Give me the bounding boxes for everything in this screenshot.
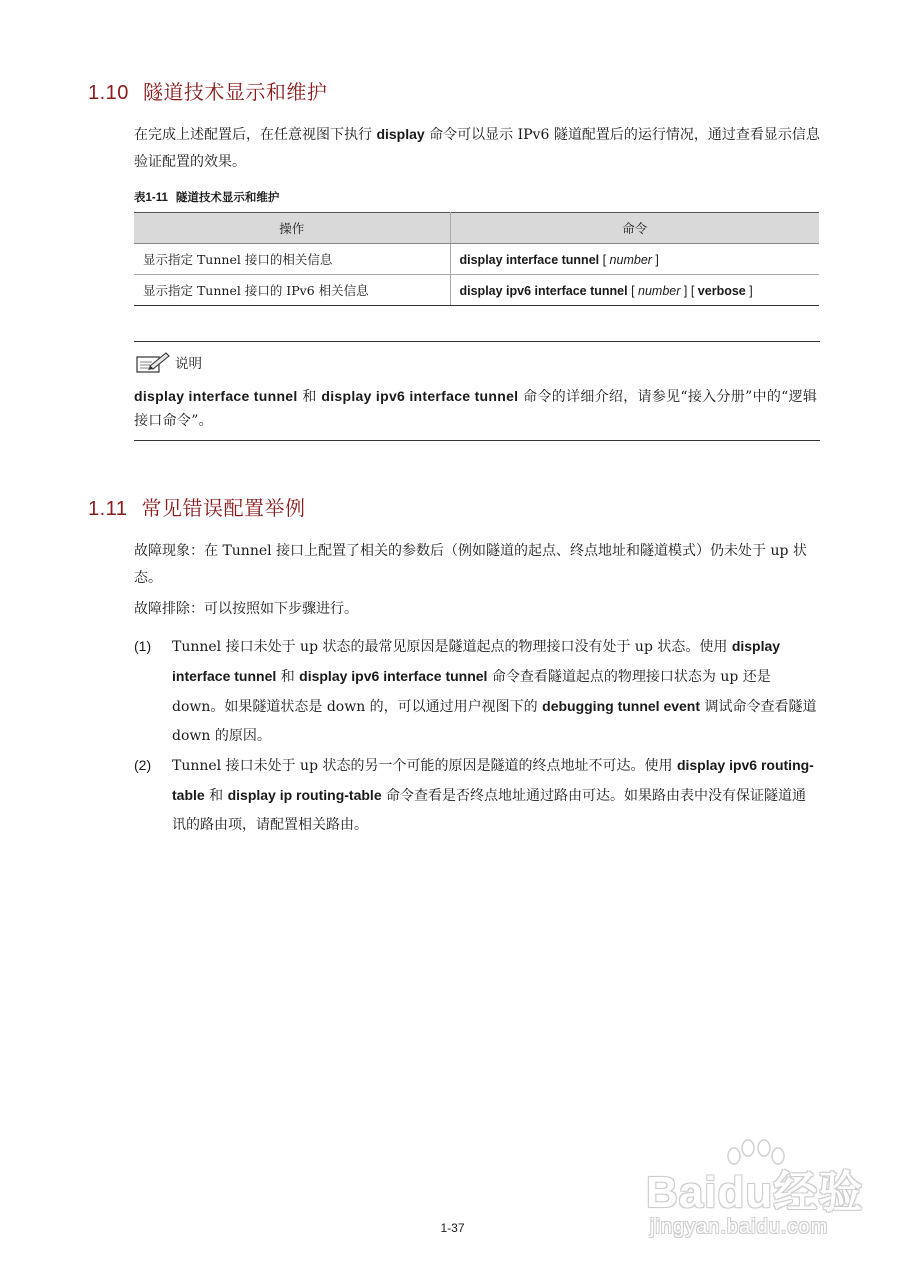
list-item-text <box>172 632 820 751</box>
cmd-keyword: display interface tunnel <box>459 252 600 267</box>
section-title: 隧道技术显示和维护 <box>142 82 328 104</box>
commands-table <box>134 212 819 306</box>
note-command: display ipv6 interface tunnel <box>321 388 519 404</box>
table-caption <box>134 189 287 205</box>
note-text: 命令的详细介绍，请参见“接入分册”中的“逻辑接口命令”。 <box>134 389 818 429</box>
item-command: debugging tunnel event <box>542 698 701 714</box>
intro-text-a: 在完成上述配置后，在任意视图下执行 <box>134 127 377 143</box>
item-command: display ip routing-table <box>227 787 382 803</box>
cmd-param: number <box>609 252 652 267</box>
watermark-logo: Baidu经验 <box>646 1168 864 1217</box>
item-text: 命令查看是否终点地址通过路由可达。如果路由表中没有保证隧道通讯的路由项，请配置相关路由。 <box>172 788 807 833</box>
header-command: 命令 <box>450 213 819 244</box>
section-heading-1-10 <box>88 76 327 105</box>
note-title: 说明 <box>175 356 202 372</box>
row-command <box>450 275 819 306</box>
table-header-row <box>134 213 819 244</box>
row-operation: 显示指定 Tunnel 接口的 IPv6 相关信息 <box>134 275 450 306</box>
note-text: 和 <box>297 389 322 405</box>
note-command: display interface tunnel <box>134 388 298 404</box>
item-text: Tunnel 接口未处于 up 状态的最常见原因是隧道起点的物理接口没有处于 up 状态。使用 <box>172 639 732 655</box>
list-item-number: (2) <box>134 757 152 773</box>
intro-paragraph <box>134 121 820 176</box>
intro-command: display <box>376 126 425 142</box>
item-command: display ipv6 interface tunnel <box>299 668 488 684</box>
item-command: display interface tunnel <box>172 638 781 684</box>
item-text: 和 <box>204 788 228 804</box>
header-operation: 操作 <box>134 213 450 244</box>
cmd-bracket: [ <box>599 252 610 267</box>
list-item-number: (1) <box>134 638 152 654</box>
list-item-text <box>172 751 820 840</box>
item-text: 调试命令查看隧道 down 的原因。 <box>172 699 817 744</box>
section-heading-1-11 <box>88 492 305 521</box>
cmd-bracket: ] <box>651 252 659 267</box>
item-text: 和 <box>276 669 300 685</box>
cmd-bracket: ] <box>745 283 753 298</box>
section-title: 常见错误配置举例 <box>141 498 306 520</box>
table-caption-title: 隧道技术显示和维护 <box>175 192 280 204</box>
row-operation: 显示指定 Tunnel 接口的相关信息 <box>134 244 450 275</box>
row-command <box>450 244 819 275</box>
note-pencil-icon <box>136 351 170 373</box>
note-box <box>134 341 820 441</box>
cmd-keyword: verbose <box>697 283 746 298</box>
baidu-watermark <box>640 1138 870 1258</box>
cmd-bracket: ] [ <box>680 283 698 298</box>
watermark-url: jingyan.baidu.com <box>650 1216 829 1238</box>
fault-troubleshoot-paragraph: 故障排除：可以按照如下步骤进行。 <box>134 601 358 617</box>
table-row <box>134 275 819 306</box>
item-command: display ipv6 routing-table <box>172 757 814 803</box>
item-text: 命令查看隧道起点的物理接口状态为 up 还是 down。如果隧道状态是 down 的，可以通过用户视图下的 <box>172 669 771 715</box>
section-number: 1.11 <box>88 498 128 520</box>
cmd-keyword: display ipv6 interface tunnel <box>459 283 628 298</box>
item-text: Tunnel 接口未处于 up 状态的另一个可能的原因是隧道的终点地址不可达。使用 <box>172 758 677 774</box>
fault-symptom-paragraph: 故障现象：在 Tunnel 接口上配置了相关的参数后（例如隧道的起点、终点地址和隧道模式）仍未处于 up 状态。 <box>134 543 807 586</box>
section-number: 1.10 <box>88 82 129 104</box>
table-row <box>134 244 819 275</box>
page-number: 1-37 <box>440 1221 465 1235</box>
intro-text-c: 命令可以显示 IPv6 隧道配置后的运行情况，通过查看显示信息验证配置的效果。 <box>134 127 820 170</box>
cmd-param: number <box>638 283 681 298</box>
cmd-bracket: [ <box>627 283 639 298</box>
note-body <box>134 384 820 433</box>
table-caption-id: 表1-11 <box>134 192 168 204</box>
note-header <box>136 351 202 373</box>
